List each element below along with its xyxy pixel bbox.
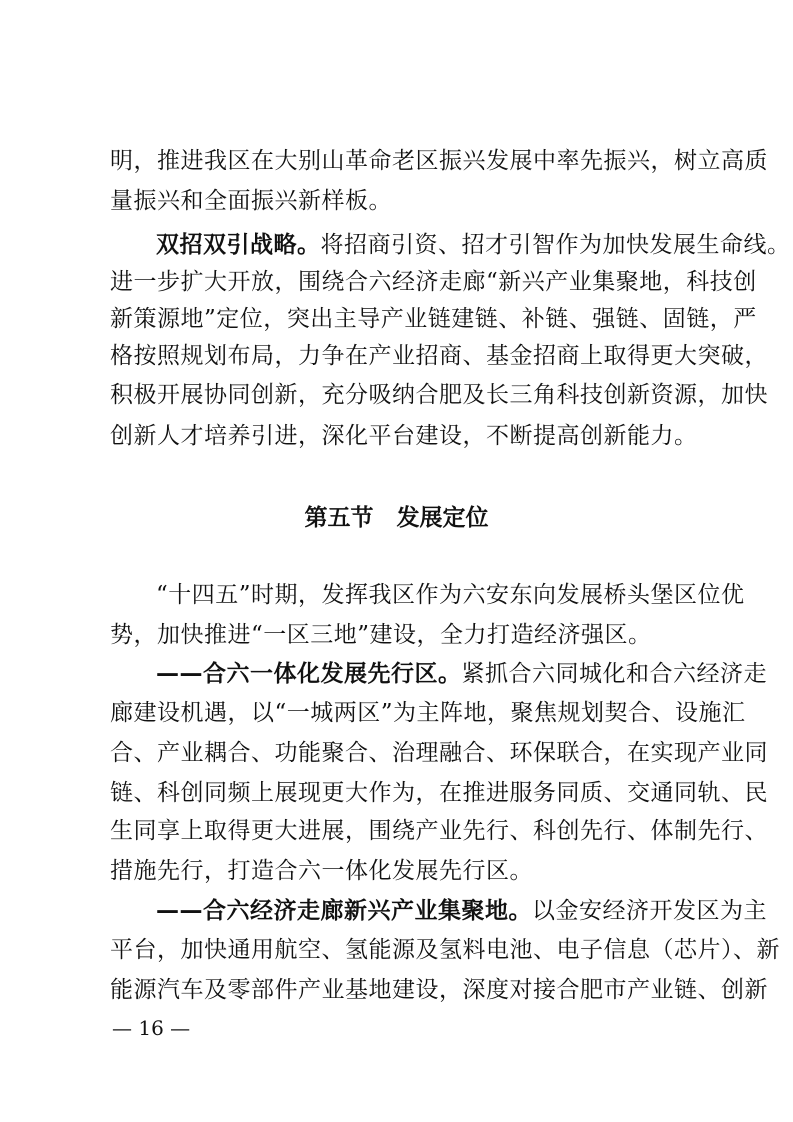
paragraph-line: 创新人才培养引进，深化平台建设，不断提高创新能力。: [110, 423, 698, 449]
section-heading: 第五节 发展定位: [304, 505, 489, 531]
paragraph-line: 生同享上取得更大进展，围绕产业先行、科创先行、体制先行、: [110, 818, 768, 844]
paragraph-line: 廊建设机遇，以“一城两区”为主阵地，聚焦规划契合、设施汇: [110, 700, 746, 726]
paragraph-line: 措施先行，打造合六一体化发展先行区。: [110, 858, 533, 884]
page-number: — 16 —: [112, 1016, 191, 1040]
paragraph-line: 格按照规划布局，力争在产业招商、基金招商上取得更大突破，: [110, 343, 768, 369]
paragraph-text: 以金安经济开发区为主: [532, 898, 767, 924]
paragraph-text: 紧抓合六同城化和合六经济走: [461, 661, 767, 687]
paragraph-line: 平台，加快通用航空、氢能源及氢料电池、电子信息（芯片）、新: [110, 937, 780, 963]
paragraph-line: 积极开展协同创新，充分吸纳合肥及长三角科技创新资源，加快: [110, 382, 768, 408]
paragraph-line: 链、科创同频上展现更大作为，在推进服务同质、交通同轨、民: [110, 780, 768, 806]
paragraph-first-line: [156, 895, 767, 927]
bold-lead-in: ——合六经济走廊新兴产业集聚地。: [156, 898, 532, 924]
paragraph-text: 将招商引资、招才引智作为加快发展生命线。: [320, 232, 791, 258]
bold-lead-in: ——合六一体化发展先行区。: [156, 661, 462, 687]
paragraph-line: 能源汽车及零部件产业基地建设，深度对接合肥市产业链、创新: [110, 977, 768, 1003]
paragraph-line: 合、产业耦合、功能聚合、治理融合、环保联合，在实现产业同: [110, 740, 768, 766]
paragraph-first-line: [156, 658, 767, 690]
paragraph-line: 势，加快推进“一区三地”建设，全力打造经济强区。: [110, 622, 652, 648]
paragraph-first-line: [156, 229, 791, 261]
paragraph-line: 量振兴和全面振兴新样板。: [110, 188, 392, 214]
bold-lead-in: 双招双引战略。: [156, 232, 321, 258]
paragraph-line: 新策源地”定位，突出主导产业链建链、补链、强链、固链，严: [110, 306, 757, 332]
paragraph-line: “十四五”时期，发挥我区作为六安东向发展桥头堡区位优: [156, 582, 745, 608]
paragraph-line: 明，推进我区在大别山革命老区振兴发展中率先振兴，树立高质: [110, 148, 768, 174]
paragraph-line: 进一步扩大开放，围绕合六经济走廊“新兴产业集聚地，科技创: [110, 269, 757, 295]
